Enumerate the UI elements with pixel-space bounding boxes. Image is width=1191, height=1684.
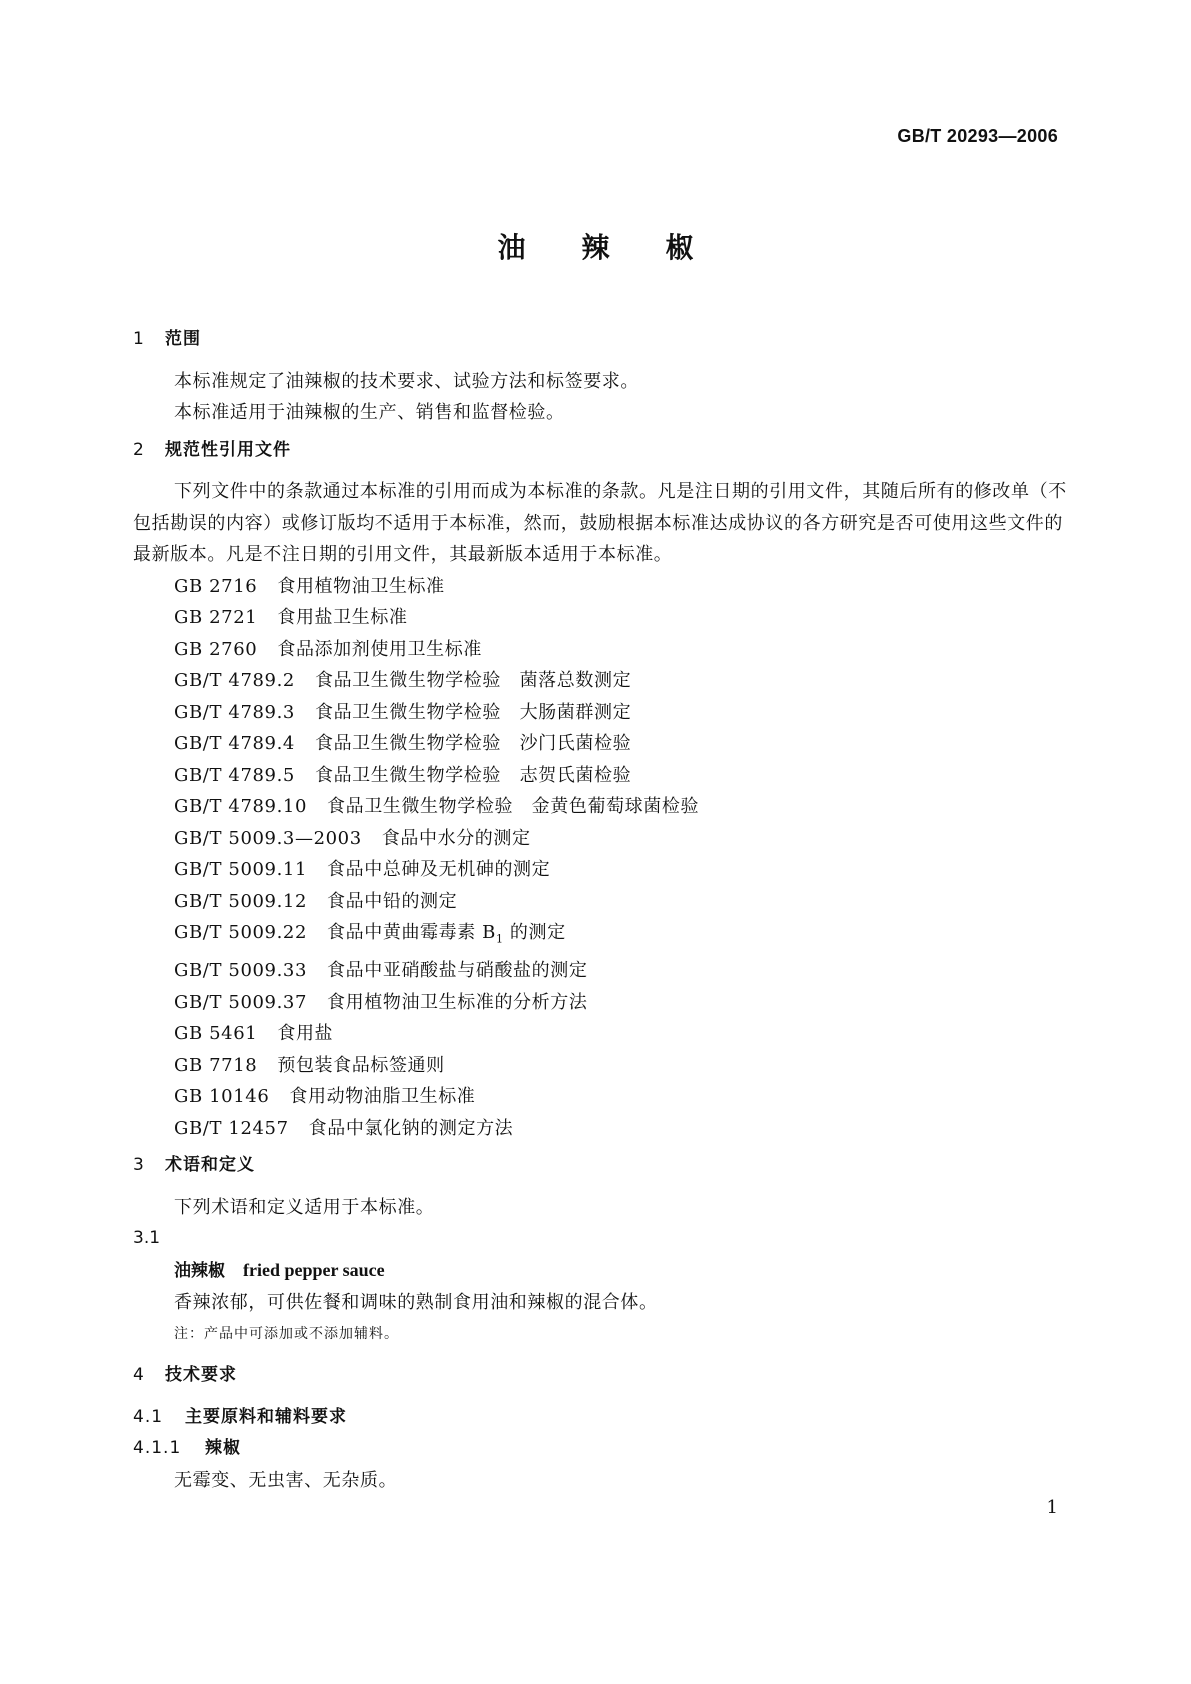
subsection-4-1-heading	[133, 1402, 1068, 1434]
reference-title: 食用植物油卫生标准的分析方法	[327, 991, 588, 1013]
reference-title: 食品中黄曲霉毒素 $B_1$ 的测定	[327, 922, 566, 946]
reference-code: GB/T 4789.5	[174, 764, 295, 786]
reference-title: 食用动物油脂卫生标准	[289, 1086, 476, 1108]
subsection-number: 4.1	[133, 1406, 164, 1427]
reference-title: 食品卫生微生物学检验 菌落总数测定	[314, 670, 632, 691]
reference-title: 食品中铅的测定	[327, 890, 458, 912]
reference-item	[133, 634, 1068, 666]
reference-title: 食用盐	[277, 1023, 334, 1045]
document-title: 油辣椒	[497, 231, 750, 264]
section-4-heading	[133, 1360, 1068, 1392]
reference-title: 食用盐卫生标准	[277, 607, 408, 628]
paragraph: 下列文件中的条款通过本标准的引用而成为本标准的条款。凡是注日期的引用文件，其随后所有的修改单（不包括勘误的内容）或修订版均不适用于本标准，然而，鼓励根据本标准达成协议的各方研究是否可使用这些文件的最新版本。凡是不注日期的引用文件，其最新版本适用于本标准。	[133, 481, 1067, 565]
reference-item	[133, 571, 1068, 603]
paragraph: 下列术语和定义适用于本标准。	[174, 1196, 435, 1218]
reference-title: 食品卫生微生物学检验 志贺氏菌检验	[314, 764, 632, 786]
reference-code: GB/T 5009.12	[174, 890, 308, 912]
term-english: fried pepper sauce	[243, 1259, 385, 1280]
paragraph: 无霉变、无虫害、无杂质。	[174, 1469, 398, 1491]
reference-code: GB/T 4789.10	[174, 796, 308, 817]
reference-code: GB 7718	[174, 1054, 258, 1076]
section-1-heading	[133, 324, 1068, 356]
reference-title: 食品中总砷及无机砷的测定	[327, 859, 551, 880]
section-2-heading	[133, 435, 1068, 467]
term-entry	[133, 1255, 1068, 1288]
reference-code: GB/T 5009.22	[174, 922, 308, 943]
reference-code: GB 2716	[174, 575, 258, 597]
reference-title: 食用植物油卫生标准	[277, 575, 445, 597]
reference-title: 食品卫生微生物学检验 大肠菌群测定	[314, 701, 632, 723]
reference-code: GB 5461	[174, 1023, 258, 1045]
clause-number: 3.1	[133, 1228, 161, 1249]
section-number: 3	[133, 1155, 145, 1176]
reference-title: 食品中水分的测定	[381, 827, 531, 849]
section-title: 术语和定义	[165, 1155, 255, 1176]
paragraph: 本标准规定了油辣椒的技术要求、试验方法和标签要求。	[174, 370, 639, 392]
document-body	[133, 324, 1068, 1496]
reference-item	[133, 1081, 1068, 1113]
subsection-title: 主要原料和辅料要求	[185, 1406, 347, 1427]
standard-code: GB/T 20293—2006	[897, 126, 1058, 146]
reference-list	[133, 571, 1068, 1145]
reference-item	[133, 1050, 1068, 1082]
reference-title: 食品卫生微生物学检验 金黄色葡萄球菌检验	[327, 796, 700, 817]
reference-item	[133, 665, 1068, 697]
term-chinese: 油辣椒	[174, 1260, 225, 1281]
reference-code: GB/T 5009.37	[174, 991, 308, 1013]
reference-item	[133, 854, 1068, 886]
reference-title: 食品中氯化钠的测定方法	[308, 1117, 514, 1139]
section-title: 范围	[165, 329, 201, 349]
reference-item	[133, 886, 1068, 918]
reference-code: GB/T 5009.3—2003	[174, 827, 362, 849]
section-number: 1	[133, 329, 145, 349]
reference-item	[133, 791, 1068, 823]
reference-item	[133, 1018, 1068, 1050]
reference-item	[133, 728, 1068, 760]
section-title: 技术要求	[165, 1365, 237, 1386]
reference-item	[133, 602, 1068, 634]
reference-title: 食品中亚硝酸盐与硝酸盐的测定	[327, 960, 588, 982]
reference-item	[133, 823, 1068, 855]
subsection-4-1-1-heading	[133, 1433, 1068, 1465]
reference-item	[133, 1113, 1068, 1145]
reference-code: GB/T 4789.3	[174, 701, 295, 723]
reference-code: GB 2760	[174, 638, 258, 660]
term-definition: 香辣浓郁，可供佐餐和调味的熟制食用油和辣椒的混合体。	[174, 1292, 658, 1314]
reference-item	[133, 955, 1068, 987]
reference-code: GB 10146	[174, 1086, 270, 1108]
reference-code: GB/T 4789.4	[174, 733, 295, 754]
term-note: 注：产品中可添加或不添加辅料。	[174, 1325, 399, 1342]
reference-title: 食品添加剂使用卫生标准	[277, 638, 482, 660]
section-title: 规范性引用文件	[165, 439, 291, 460]
reference-item	[133, 760, 1068, 792]
subsection-title: 辣椒	[205, 1438, 241, 1459]
subsection-number: 4.1.1	[133, 1438, 182, 1459]
reference-item	[133, 697, 1068, 729]
reference-code: GB 2721	[174, 607, 258, 628]
paragraph: 本标准适用于油辣椒的生产、销售和监督检验。	[174, 402, 565, 423]
section-3-heading	[133, 1150, 1068, 1182]
reference-code: GB/T 12457	[174, 1117, 289, 1139]
section-number: 4	[133, 1365, 145, 1386]
reference-item	[133, 987, 1068, 1019]
reference-title: 预包装食品标签通则	[277, 1054, 445, 1076]
reference-code: GB/T 4789.2	[174, 670, 295, 691]
section-number: 2	[133, 439, 145, 460]
reference-title: 食品卫生微生物学检验 沙门氏菌检验	[314, 733, 632, 754]
reference-code: GB/T 5009.11	[174, 859, 308, 880]
reference-item	[133, 917, 1068, 955]
reference-code: GB/T 5009.33	[174, 960, 308, 982]
page-number: 1	[1046, 1497, 1058, 1518]
